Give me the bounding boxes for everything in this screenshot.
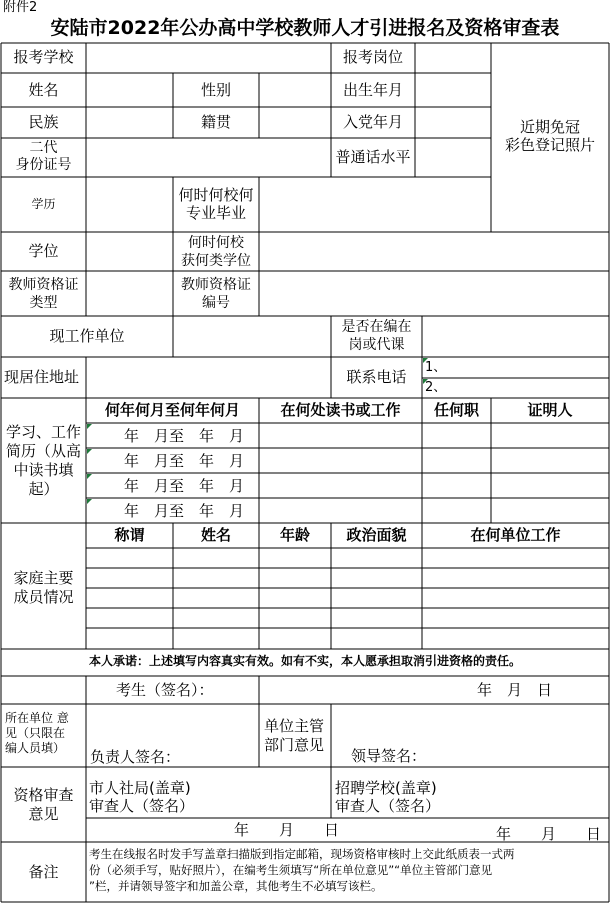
family-header-politics: 政治面貌 [346,526,407,544]
id-card-label-1: 二代 [29,140,58,156]
resume-side-label-3: 中读书填 [13,461,74,479]
remarks-line-1: 考生在线报名时发手写盖章扫描版到指定邮箱，现场资格审核时上交此纸质表一式两 [89,847,515,861]
gender-label: 性别 [200,81,231,99]
family-header-name: 姓名 [200,526,231,544]
photo-label-1: 近期免冠 [519,118,580,136]
remarks-line-2: 份（必须手写，贴好照片），在编考生须填写“所在单位意见”“单位主管部门意见 [89,863,493,877]
page-title: 安陆市2022年公办高中学校教师人才引进报名及资格审查表 [50,17,560,39]
hr-bureau-reviewer-label: 审查人（签名） [89,797,195,815]
cert-no-label-1: 教师资格证 [181,277,251,293]
resume-row-period: 年 月至 年 月 [123,502,244,520]
candidate-signature-label: 考生（签名）： [116,681,214,699]
phone-1-label: 1、 [425,360,447,375]
resume-row-period: 年 月至 年 月 [123,452,244,470]
degree-when-label-1: 何时何校 [188,235,244,251]
resume-side-label-1: 学习、工作 [5,423,81,441]
on-staff-label-1: 是否在编在 [341,319,412,335]
resume-header-position: 任何职 [433,401,479,419]
birth-label: 出生年月 [342,81,403,99]
work-unit-label: 现工作单位 [49,327,125,345]
resume-header-period: 何年何月至何年何月 [104,401,240,419]
resume-row-period: 年 月至 年 月 [123,427,244,445]
cert-type-label-1: 教师资格证 [8,277,79,293]
review-label-2: 意见 [28,805,59,823]
degree-when-label-2: 获何类学位 [181,253,251,269]
review-label-1: 资格审查 [13,786,74,804]
remarks-line-3: ”栏，并请领导签字和加盖公章，其他考生不必填写该栏。 [89,879,383,893]
family-header-age: 年龄 [279,526,310,544]
unit-opinion-label-2: 见（只限在 [5,726,66,740]
graduation-label-1: 何时何校何 [178,186,254,204]
resume-header-place: 在何处读书或工作 [280,401,401,419]
dept-opinion-label-1: 单位主管 [264,717,325,735]
resume-header-witness: 证明人 [527,401,573,419]
unit-opinion-label-1: 所在单位 意 [5,711,69,725]
resume-side-label-4: 起） [28,480,59,498]
phone-2-label: 2、 [425,380,447,395]
family-side-label-1: 家庭主要 [13,569,74,587]
family-header-work-unit: 在何单位工作 [470,526,561,544]
remarks-label: 备注 [28,863,59,881]
family-header-relation: 称谓 [114,526,145,544]
cert-no-label-2: 编号 [202,295,230,311]
address-label: 现居住地址 [4,368,80,386]
school-reviewer-label: 审查人（签名） [335,797,441,815]
hr-bureau-review-date: 年 月 日 [234,821,340,839]
resume-row-period: 年 月至 年 月 [123,477,244,495]
exam-post-label: 报考岗位 [342,48,403,66]
degree-label: 学位 [28,242,59,260]
id-card-label-2: 身份证号 [15,157,72,173]
photo-label-2: 彩色登记照片 [504,136,595,154]
phone-label: 联系电话 [346,368,407,386]
graduation-label-2: 专业毕业 [185,204,246,222]
cert-type-label-2: 类型 [29,295,58,311]
dept-leader-signature-label: 领导签名： [351,747,427,765]
pledge-statement: 本人承诺：上述填写内容真实有效。如有不实，本人愿承担取消引进资格的责任。 [88,654,521,668]
mandarin-label: 普通话水平 [335,148,411,166]
family-side-label-2: 成员情况 [13,588,74,606]
school-review-date: 年 月 日 [496,825,602,843]
on-staff-label-2: 岗或代课 [348,337,405,353]
party-date-label: 入党年月 [342,113,403,131]
ethnicity-label: 民族 [28,113,59,131]
candidate-signature-date: 年 月 日 [477,681,553,699]
unit-opinion-label-3: 编人员填） [5,741,66,755]
exam-school-label: 报考学校 [13,48,74,66]
hr-bureau-stamp-label: 市人社局(盖章) [89,779,191,797]
dept-opinion-label-2: 部门意见 [264,736,325,754]
school-stamp-label: 招聘学校(盖章) [335,779,437,797]
native-place-label: 籍贯 [200,113,231,131]
resume-side-label-2: 简历（从高 [5,442,81,460]
education-label: 学历 [31,197,56,211]
leader-signature-label: 负责人签名： [90,748,181,766]
name-label: 姓名 [28,81,59,99]
annex-label: 附件2 [3,0,38,15]
